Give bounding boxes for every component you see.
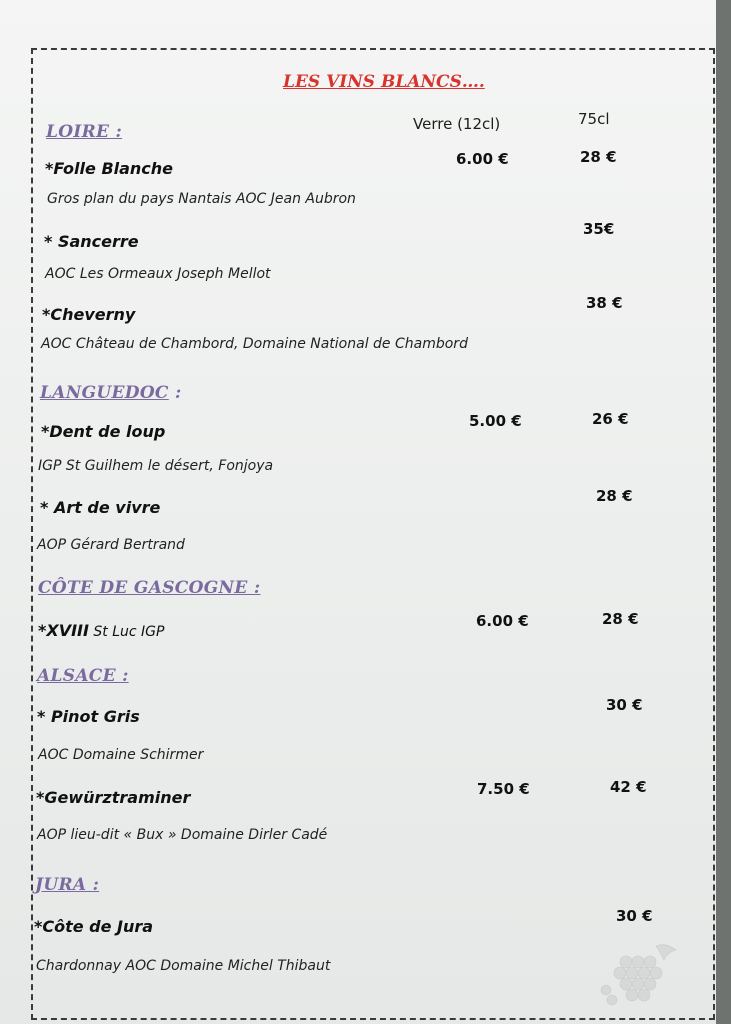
bottle-price: 28 € <box>580 148 617 166</box>
column-bottle-header: 75cl <box>578 110 610 128</box>
wine-cote-de-jura: *Côte de Jura <box>34 917 154 936</box>
bottle-price: 35€ <box>583 220 615 238</box>
wine-description: IGP St Guilhem le désert, Fonjoya <box>38 458 274 474</box>
wine-folle-blanche: *Folle Blanche <box>45 159 174 178</box>
bottle-price: 42 € <box>610 778 647 796</box>
wine-description: Gros plan du pays Nantais AOC Jean Aubron <box>47 191 356 207</box>
wine-description: AOC Domaine Schirmer <box>38 747 204 763</box>
section-alsace: ALSACE : <box>37 666 129 686</box>
wine-pinot-gris: * Pinot Gris <box>37 707 140 726</box>
wine-description: AOP Gérard Bertrand <box>37 537 185 553</box>
wine-xviii-st-luc: *XVIII St Luc IGP <box>38 621 165 640</box>
wine-cheverny: *Cheverny <box>42 305 136 324</box>
wine-sancerre: * Sancerre <box>44 232 139 251</box>
bottle-price: 30 € <box>606 696 643 714</box>
bottle-price: 38 € <box>586 294 623 312</box>
section-jura: JURA : <box>35 875 100 895</box>
bottle-price: 30 € <box>616 907 653 925</box>
section-loire: LOIRE : <box>46 122 123 142</box>
section-cote-de-gascogne: CÔTE DE GASCOGNE : <box>38 578 261 598</box>
wine-description: AOP lieu-dit « Bux » Domaine Dirler Cadé <box>37 827 328 843</box>
menu-title: LES VINS BLANCS…. <box>283 72 485 92</box>
glass-price: 5.00 € <box>469 412 522 430</box>
wine-description: Chardonnay AOC Domaine Michel Thibaut <box>36 958 331 974</box>
bottle-price: 26 € <box>592 410 629 428</box>
glass-price: 7.50 € <box>477 780 530 798</box>
glass-price: 6.00 € <box>476 612 529 630</box>
bottle-price: 28 € <box>596 487 633 505</box>
wine-description: AOC Château de Chambord, Domaine National de Chambord <box>41 336 468 352</box>
wine-gewurztraminer: *Gewürztraminer <box>36 788 191 807</box>
wine-dent-de-loup: *Dent de loup <box>41 422 166 441</box>
column-glass-header: Verre (12cl) <box>413 115 501 133</box>
grapes-watermark-icon <box>596 940 686 1010</box>
glass-price: 6.00 € <box>456 150 509 168</box>
wine-art-de-vivre: * Art de vivre <box>40 498 161 517</box>
bottle-price: 28 € <box>602 610 639 628</box>
wine-description: AOC Les Ormeaux Joseph Mellot <box>45 266 271 282</box>
section-languedoc: LANGUEDOC : <box>40 383 182 403</box>
